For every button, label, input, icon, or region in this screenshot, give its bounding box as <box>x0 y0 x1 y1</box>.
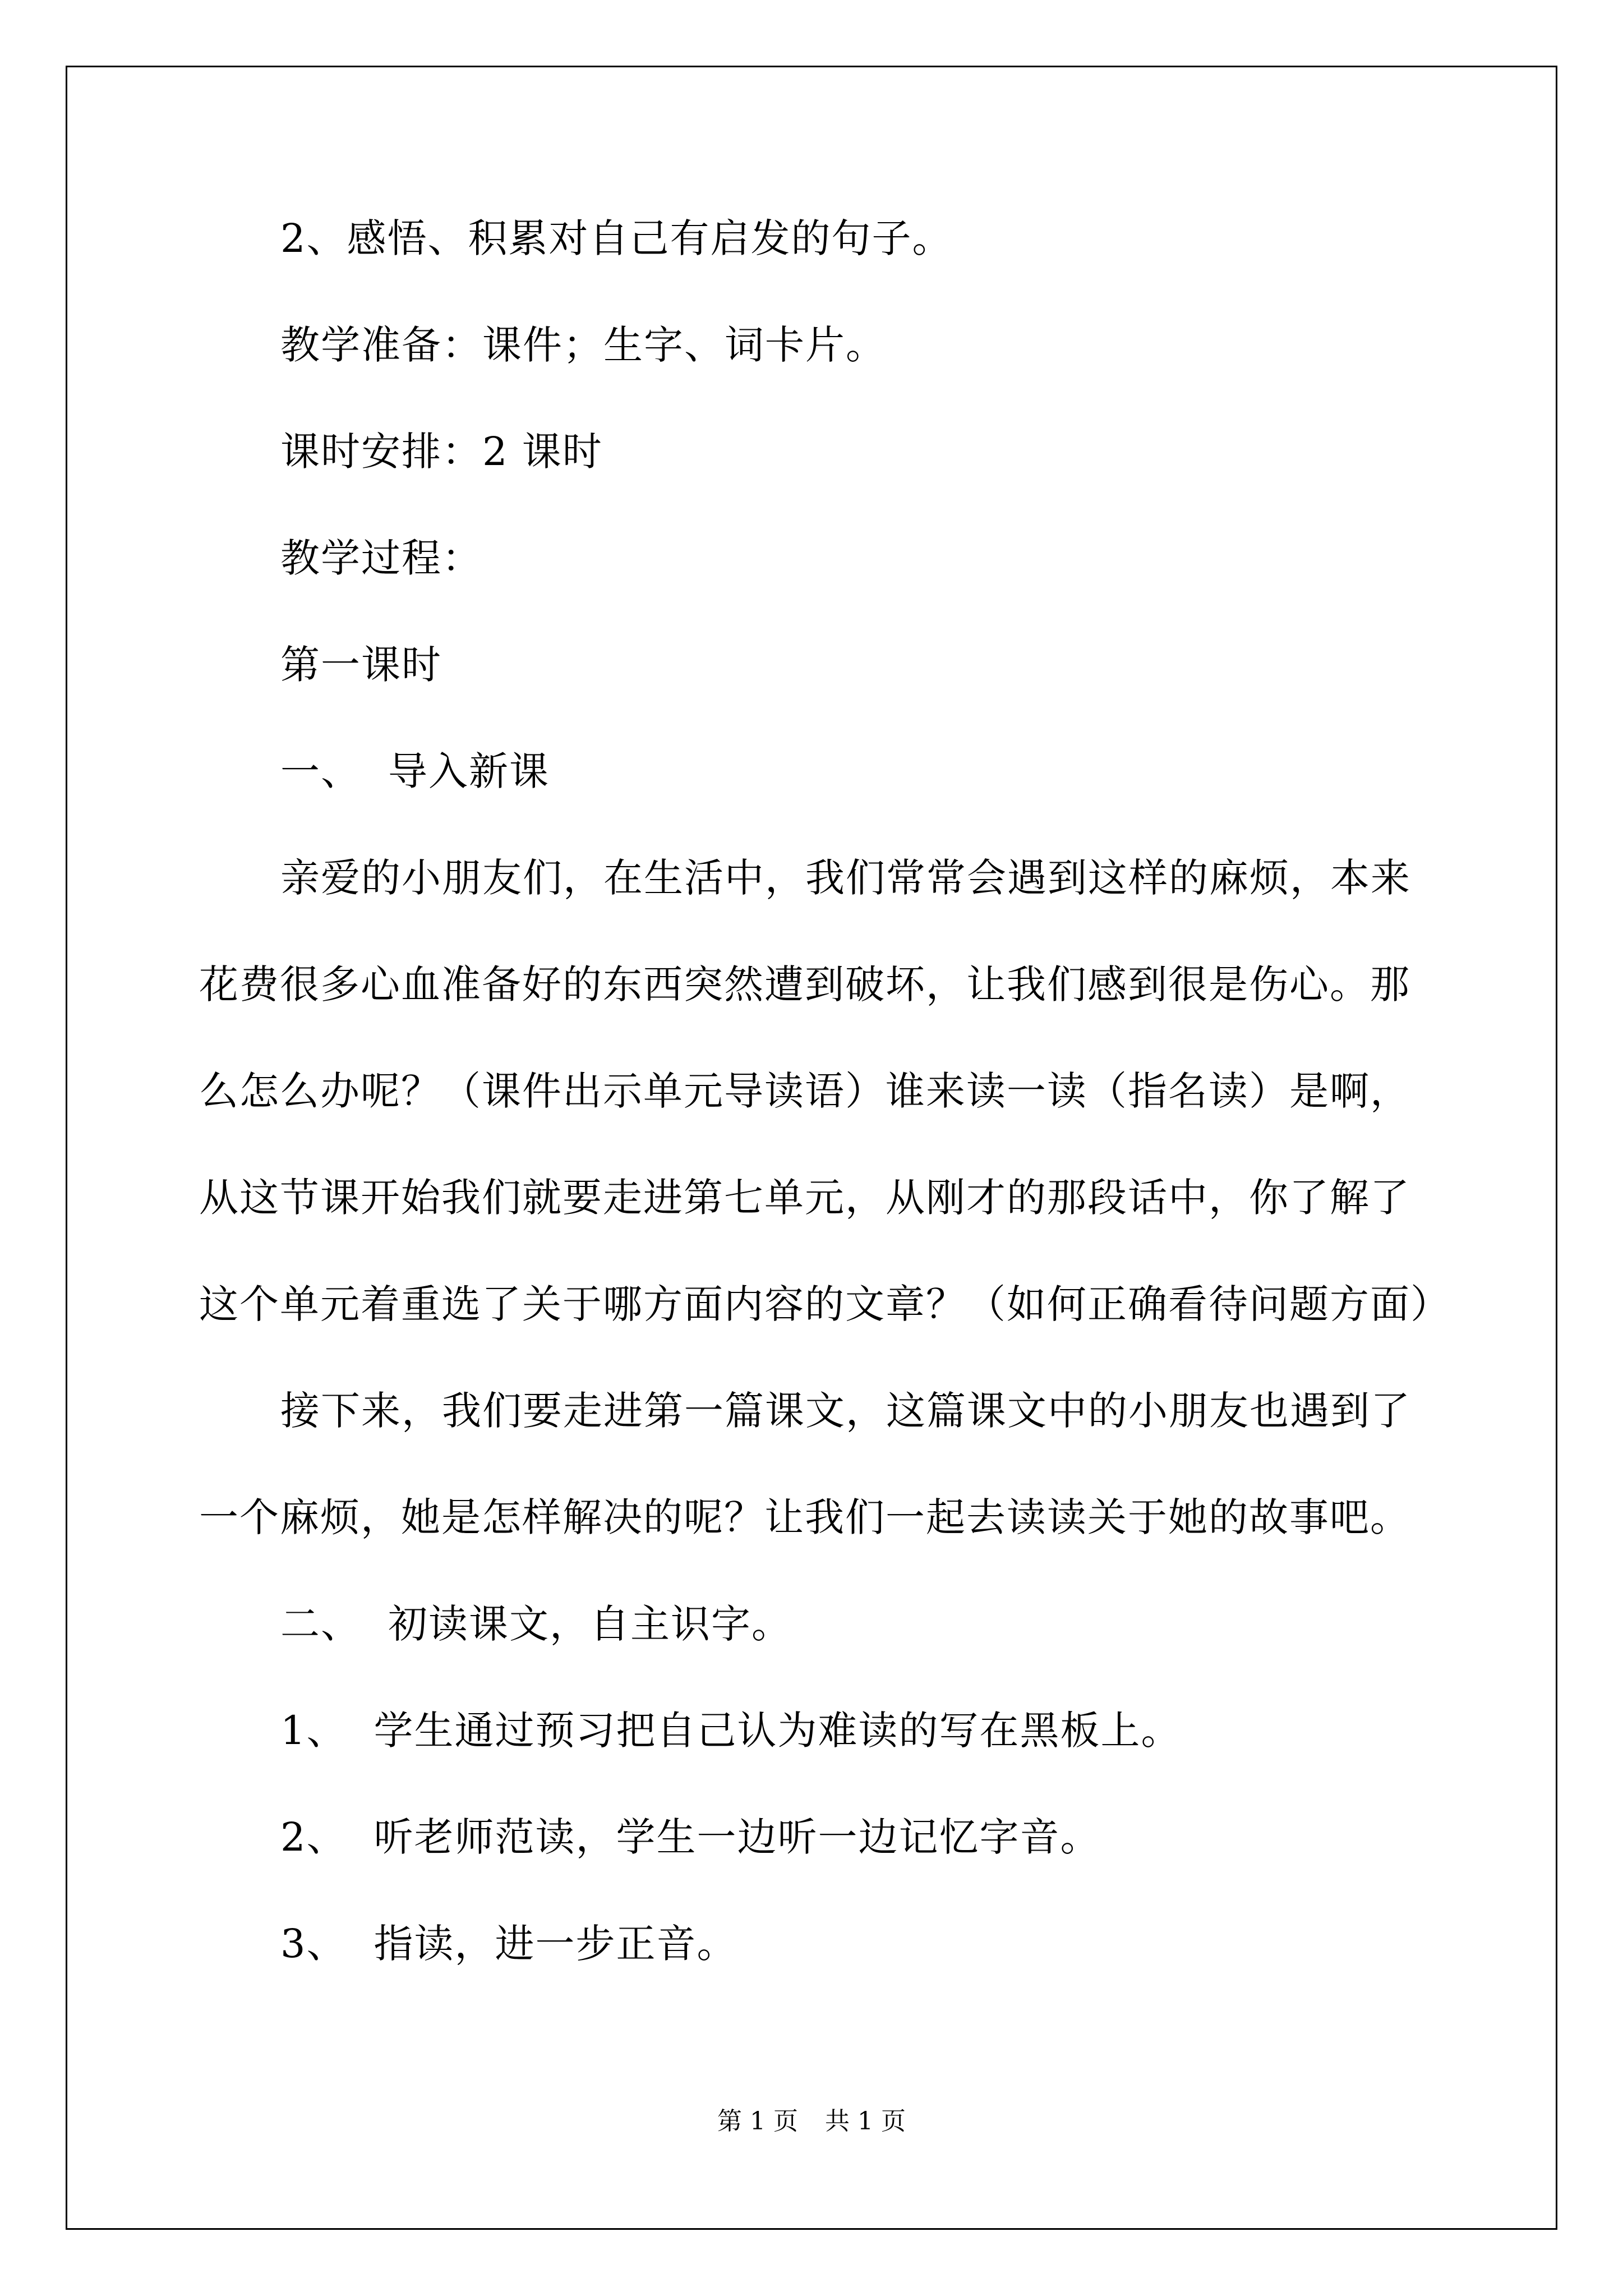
paragraph-teaching-prep: 教学准备：课件；生字、词卡片。 <box>280 322 886 368</box>
paragraph-intro-line-2: 花费很多心血准备好的东西突然遭到破坏，让我们感到很是伤心。那 <box>199 961 1410 1007</box>
list-item-1 <box>280 1705 1182 1756</box>
paragraph-next-line-1: 接下来，我们要走进第一篇课文，这篇课文中的小朋友也遇到了 <box>280 1388 1411 1434</box>
list-item-label: 2、 <box>280 1814 347 1860</box>
page-number: 第 1 页 <box>717 2107 798 2136</box>
paragraph-schedule: 课时安排：2 课时 <box>280 429 603 475</box>
section-label: 二、 <box>280 1601 361 1647</box>
list-item-3 <box>280 1918 737 1969</box>
section-title: 导入新课 <box>388 748 550 794</box>
paragraph-intro-line-5: 这个单元着重选了关于哪方面内容的文章？（如何正确看待问题方面） <box>199 1281 1451 1327</box>
paragraph-intro-line-1: 亲爱的小朋友们，在生活中，我们常常会遇到这样的麻烦，本来 <box>280 855 1411 901</box>
page-total: 共 1 页 <box>825 2107 906 2136</box>
paragraph-objective-2: 2、感悟、积累对自己有启发的句子。 <box>280 215 953 261</box>
paragraph-intro-line-4: 从这节课开始我们就要走进第七单元，从刚才的那段话中，你了解了 <box>199 1175 1410 1221</box>
section-title: 初读课文，自主识字。 <box>388 1601 792 1647</box>
paragraph-first-lesson: 第一课时 <box>280 642 442 688</box>
section-heading-1 <box>280 746 550 797</box>
paragraph-process-heading: 教学过程： <box>280 535 482 581</box>
page-border <box>66 66 1557 2230</box>
list-item-text: 学生通过预习把自己认为难读的写在黑板上。 <box>374 1708 1182 1754</box>
paragraph-next-line-2: 一个麻烦，她是怎样解决的呢？让我们一起去读读关于她的故事吧。 <box>199 1494 1410 1540</box>
section-label: 一、 <box>280 748 361 794</box>
list-item-label: 3、 <box>280 1921 347 1967</box>
list-item-label: 1、 <box>280 1708 347 1754</box>
page-footer <box>0 2105 1623 2138</box>
paragraph-intro-line-3: 么怎么办呢？（课件出示单元导读语）谁来读一读（指名读）是啊， <box>199 1068 1410 1114</box>
list-item-text: 指读，进一步正音。 <box>374 1921 737 1967</box>
list-item-text: 听老师范读，学生一边听一边记忆字音。 <box>374 1814 1101 1860</box>
section-heading-2 <box>280 1599 792 1649</box>
list-item-2 <box>280 1812 1101 1862</box>
